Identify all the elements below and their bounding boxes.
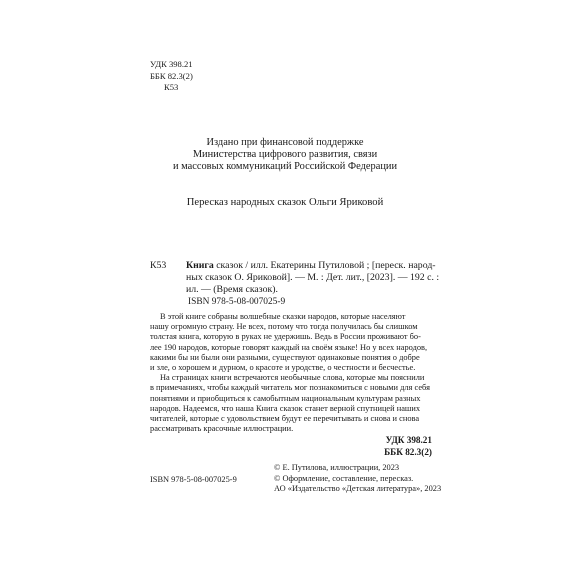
- annotation-line: какими бы ни были они разными, существуют одинаковые понятия о добре: [150, 352, 420, 362]
- isbn-main: ISBN 978-5-08-007025-9: [188, 297, 286, 307]
- funding-line-2: Министерства цифрового развития, связи: [192, 149, 378, 160]
- annotation-line: читателей, которые с удовольствием будут ее перечитывать и снова и снова: [150, 414, 420, 424]
- annotation-line: в примечаниях, чтобы каждый читатель мог познакомиться с новыми для себя: [150, 383, 430, 393]
- catalog-mark: К53: [150, 260, 167, 271]
- annotation: [150, 312, 432, 434]
- copyright-line-2: © Оформление, составление, пересказ.: [274, 473, 414, 483]
- copyright-line-3: АО «Издательство «Детская литература», 2023: [274, 484, 442, 494]
- biblio-line-1-rest: сказок / илл. Екатерины Путиловой ; [переск. народ-: [213, 260, 436, 271]
- funding-line-1: Издано при финансовой поддержке: [206, 137, 364, 148]
- copyright-block: [274, 463, 441, 495]
- annotation-line: В этой книге собраны волшебные сказки народов, которые населяют: [160, 312, 406, 321]
- udk-code: УДК 398.21: [150, 59, 193, 69]
- annotation-line: и зле, о хорошем и дурном, о красоте и уродстве, о честности и бесчестье.: [150, 363, 416, 373]
- annotation-line: лее 190 народов, которые говорят каждый на своём языке! Но у всех народов,: [150, 342, 428, 352]
- biblio-line-2: ных сказок О. Яриковой]. — М. : Дет. лит., [2023]. — 192 с. :: [186, 272, 440, 284]
- biblio-line-3: ил. — (Время сказок).: [186, 284, 278, 296]
- annotation-paragraph-1: [150, 312, 432, 373]
- annotation-line: понятиями и приобщиться к самобытным национальным культурам разных: [150, 393, 421, 403]
- annotation-line: толстая книга, которую в руках не удержишь. Ведь в России проживают бо-: [150, 332, 421, 342]
- annotation-line: рассматривать красочные иллюстрации.: [150, 424, 294, 434]
- classification-bottom: [384, 435, 432, 458]
- udk-code-bottom: УДК 398.21: [385, 435, 432, 445]
- retold-credit: Пересказ народных сказок Ольги Яриковой: [186, 197, 384, 208]
- bibliographic-record: [186, 260, 440, 297]
- funding-note: [0, 137, 570, 173]
- funding-line-3: и массовых коммуникаций Российской Федерации: [172, 161, 398, 172]
- bbk-code-bottom: ББК 82.3(2): [384, 446, 432, 457]
- annotation-line: нашу огромную страну. Не всех, потому что тогда получилась бы слишком: [150, 322, 418, 332]
- annotation-paragraph-2: [150, 373, 432, 434]
- copyright-line-1: © Е. Путилова, иллюстрации, 2023: [274, 463, 400, 472]
- annotation-line: На страницах книги встречаются необычные слова, которые мы пояснили: [160, 373, 425, 383]
- author-mark: К53: [164, 82, 179, 92]
- biblio-line-1: [186, 260, 436, 272]
- isbn-footer: ISBN 978-5-08-007025-9: [150, 475, 237, 484]
- book-title: Книга: [186, 260, 214, 271]
- classification-top: [150, 59, 193, 94]
- annotation-line: народов. Надеемся, что наша Книга сказок станет верной спутницей наших: [150, 403, 421, 413]
- bbk-code: ББК 82.3(2): [150, 70, 193, 81]
